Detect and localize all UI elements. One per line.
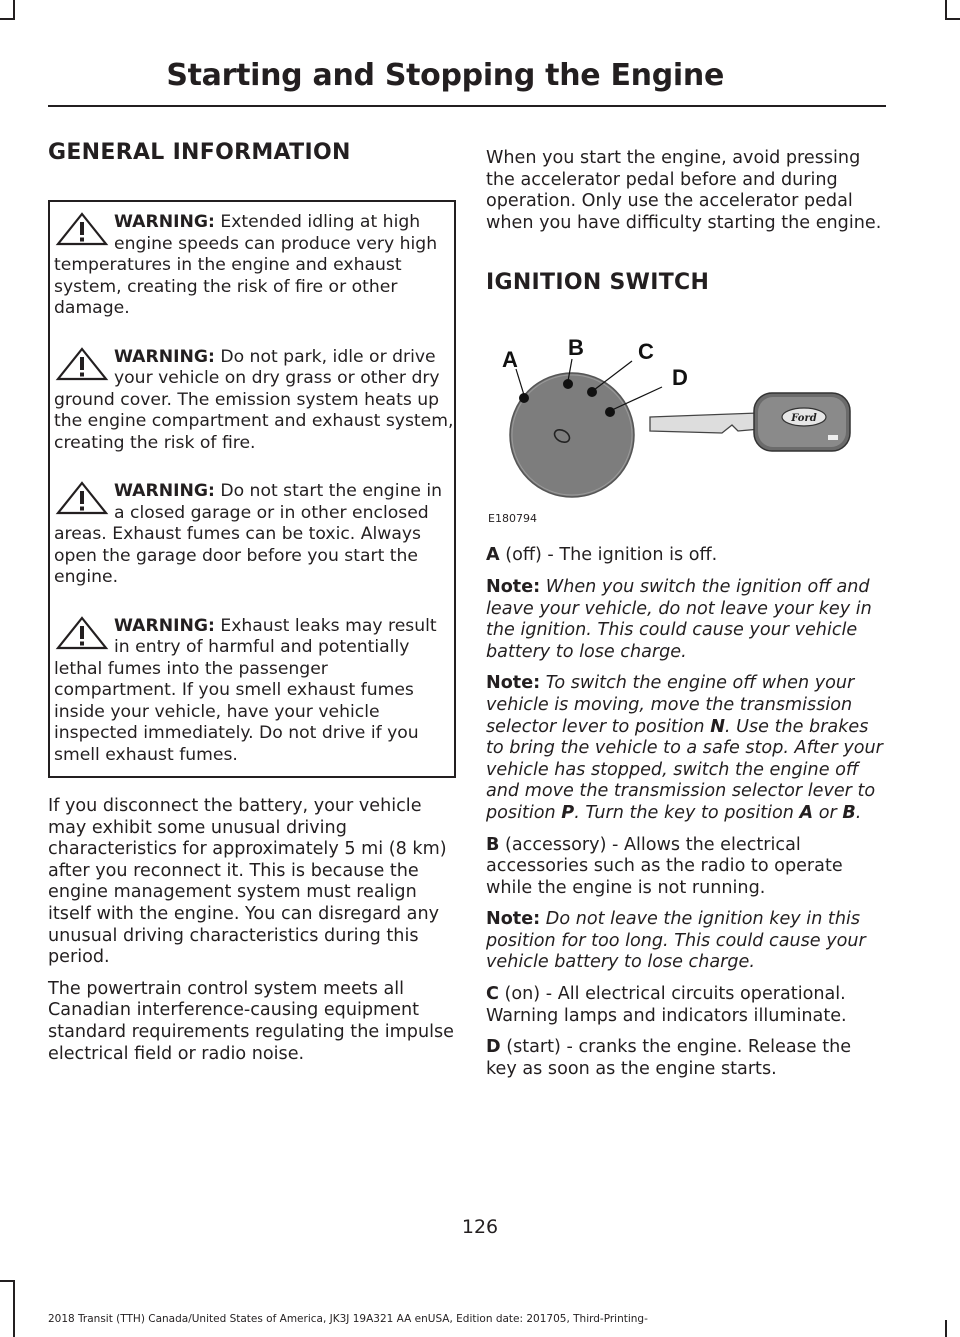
key-brand-text: Ford	[791, 413, 817, 425]
paragraph-accelerator: When you start the engine, avoid pressing the accelerator pedal before and during operation. Only use the accelerator pedal when you have difficulty starting the engine.	[486, 148, 882, 233]
position-n: N	[710, 716, 725, 737]
note-key-position	[486, 909, 886, 974]
note-switch-off-moving	[486, 673, 886, 824]
warning-triangle-icon	[54, 212, 110, 246]
ignition-switch-figure	[486, 317, 886, 527]
paragraph-battery: If you disconnect the battery, your vehicle may exhibit some unusual driving characteristics for approximately 5 mi (8 km) after you reconnect it. This is because the engine management system must realign itself with the engine. You can disregard any unusual driving characteristics during this period.	[48, 796, 447, 968]
position-p: P	[561, 802, 575, 823]
crop-mark	[945, 18, 960, 20]
page-number: 126	[461, 1216, 499, 1238]
warning-item	[54, 347, 454, 455]
crop-mark	[0, 18, 15, 20]
note-text: To switch the engine off when your vehicle is moving, move the transmission selector lever to position	[486, 673, 855, 737]
note-text: . Use the brakes to bring the vehicle to a safe stop. After your vehicle has stopped, switch the engine off and move the transmission selector lever to position	[486, 716, 883, 823]
footer-edition: 2018 Transit (TTH) Canada/United States of America, JK3J 19A321 AA enUSA, Edition date: 201705, Third-Printing-	[48, 1313, 648, 1325]
label-b: B	[568, 335, 584, 361]
key-blade	[650, 413, 760, 433]
label-d: D	[672, 365, 688, 391]
warning-item	[54, 212, 454, 320]
note-text: Do not leave the ignition key in this position for too long. This could cause your vehicle battery to lose charge.	[486, 909, 866, 973]
note-label: Note:	[486, 673, 541, 694]
ignition-switch-diagram	[486, 317, 886, 527]
position-key: D	[486, 1037, 501, 1058]
figure-id: E180794	[488, 512, 537, 526]
position-c-desc	[486, 984, 886, 1027]
crop-mark	[0, 1280, 15, 1282]
warning-label: WARNING:	[114, 615, 215, 636]
warning-label: WARNING:	[114, 346, 215, 367]
note-text: or	[813, 802, 843, 823]
page-title: Starting and Stopping the Engine	[166, 58, 724, 93]
position-key: A	[486, 545, 500, 566]
position-a: A	[799, 802, 814, 823]
note-text: . Turn the key to position	[574, 802, 800, 823]
crop-mark	[13, 1280, 15, 1337]
warning-item	[54, 616, 454, 767]
position-b: B	[842, 802, 856, 823]
warning-box	[48, 200, 456, 778]
warning-triangle-icon	[54, 481, 110, 515]
right-column	[486, 148, 886, 1090]
warning-triangle-icon	[54, 616, 110, 650]
warning-text: Do not start the engine in a closed garage or in other enclosed areas. Exhaust fumes can be toxic. Always open the garage door before you start the engine.	[54, 481, 443, 587]
position-text: (start) - cranks the engine. Release the key as soon as the engine starts.	[486, 1037, 852, 1079]
paragraph-powertrain: The powertrain control system meets all Canadian interference-causing equipment standard requirements regulating the impulse electrical field or radio noise.	[48, 978, 454, 1064]
position-text: (accessory) - Allows the electrical accessories such as the radio to operate while the engine is not running.	[486, 834, 843, 898]
position-a-desc	[486, 545, 886, 567]
left-column	[48, 140, 456, 1065]
label-a: A	[502, 347, 518, 373]
crop-mark	[13, 0, 15, 18]
position-b-desc	[486, 835, 886, 900]
header-rule	[48, 105, 886, 107]
note-label: Note:	[486, 576, 541, 597]
position-key: B	[486, 834, 500, 855]
warning-label: WARNING:	[114, 212, 215, 232]
section-heading-general: GENERAL INFORMATION	[48, 140, 351, 165]
warning-label: WARNING:	[114, 481, 215, 501]
warning-triangle-icon	[54, 347, 110, 381]
note-label: Note:	[486, 909, 541, 930]
warning-text: Do not park, idle or drive your vehicle on dry grass or other dry ground cover. The emission system heats up the engine compartment and exhaust system, creating the risk of fire.	[54, 346, 454, 453]
crop-mark	[945, 1320, 947, 1337]
ignition-cylinder	[510, 373, 634, 497]
warning-text: Exhaust leaks may result in entry of harmful and potentially lethal fumes into the passenger compartment. If you smell exhaust fumes inside your vehicle, have your vehicle inspected immediately. Do not drive if you smell exhaust fumes.	[54, 615, 437, 765]
crop-mark	[945, 0, 947, 18]
section-heading-ignition: IGNITION SWITCH	[486, 270, 710, 296]
position-text: (off) - The ignition is off.	[499, 545, 718, 566]
warning-text: Extended idling at high engine speeds can produce very high temperatures in the engine and exhaust system, creating the risk of fire or other damage.	[54, 212, 438, 318]
warning-item	[54, 481, 454, 589]
position-text: (on) - All electrical circuits operational. Warning lamps and indicators illuminate.	[486, 984, 847, 1026]
note-text: .	[855, 802, 862, 823]
note-text: When you switch the ignition off and leave your vehicle, do not leave your key in the ignition. This could cause your vehicle battery to lose charge.	[486, 576, 872, 662]
position-dot-d	[605, 407, 615, 417]
position-key: C	[486, 984, 499, 1005]
position-d-desc	[486, 1037, 886, 1080]
note-battery	[486, 577, 886, 663]
label-c: C	[638, 339, 654, 365]
